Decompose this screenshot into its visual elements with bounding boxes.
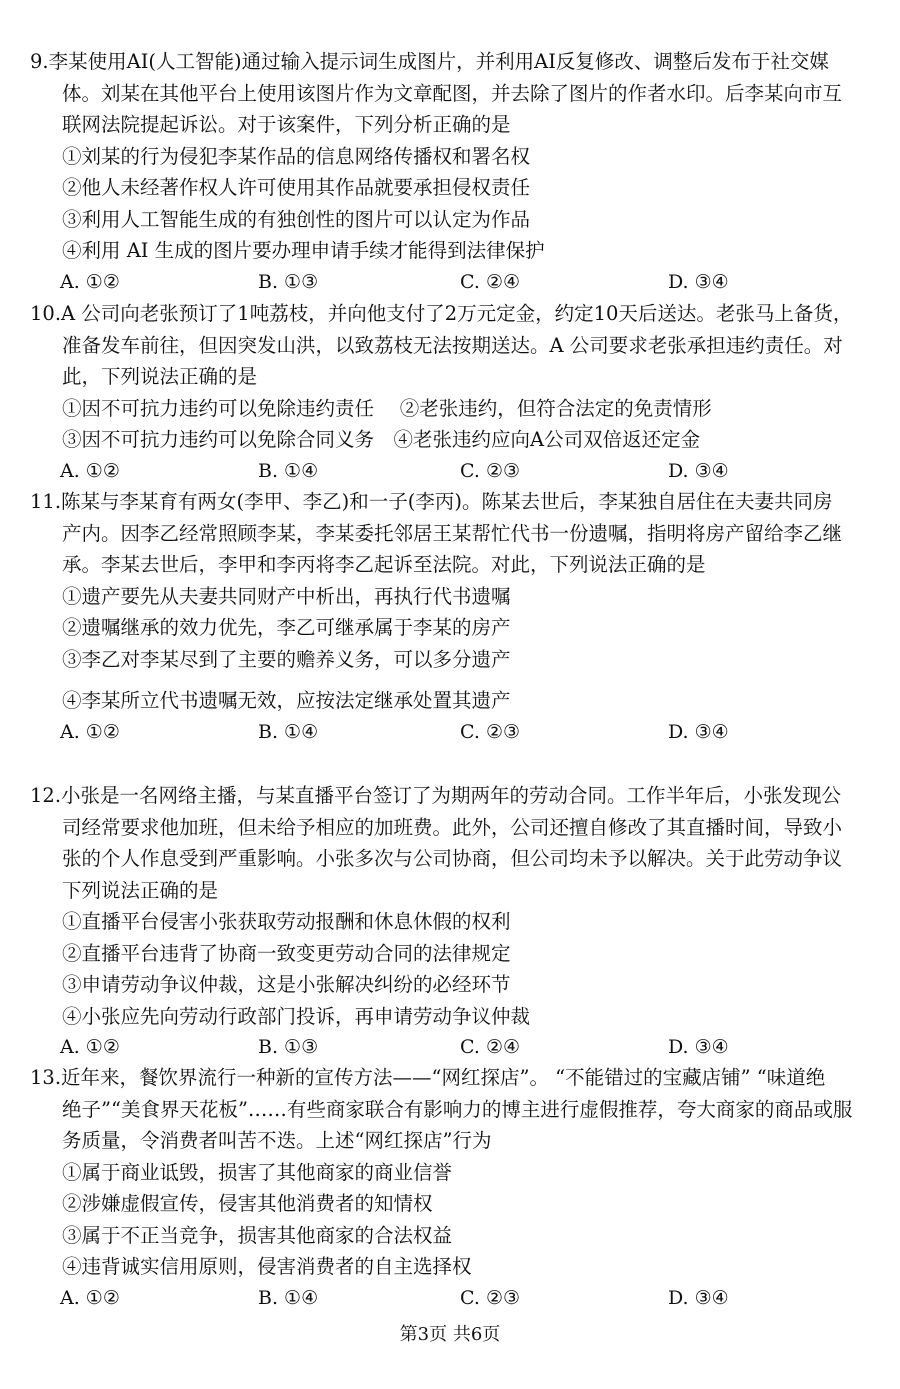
question-stem: 11.陈某与李某育有两女(李甲、李乙)和一子(李丙)。陈某去世后，李某独自居住在夫妻共同房 产内。因李乙经常照顾李某，李某委托邻居王某帮忙代书一份遗嘱，指明将房产留给李乙继 承。李某去世后，李甲和李丙将李乙起诉至法院。对此，下列说法正确的是 bbox=[30, 490, 843, 576]
choice-b[interactable]: B. ①④ bbox=[258, 1286, 319, 1309]
option-2: ②他人未经著作权人许可使用其作品就要承担侵权责任 bbox=[62, 176, 531, 199]
question-10 bbox=[30, 298, 890, 487]
option-1: ①属于商业诋毁，损害了其他商家的商业信誉 bbox=[62, 1160, 453, 1184]
option-3: ③属于不正当竞争，损害其他商家的合法权益 bbox=[62, 1223, 453, 1247]
answer-choices bbox=[30, 456, 890, 487]
option-1: ①遗产要先从夫妻共同财产中析出，再执行代书遗嘱 bbox=[62, 584, 511, 608]
choice-d[interactable]: D. ③④ bbox=[668, 270, 729, 293]
option-3: ③申请劳动争议仲裁，这是小张解决纠纷的必经环节 bbox=[62, 973, 511, 996]
choice-a[interactable]: A. ①② bbox=[60, 270, 120, 293]
option-4: ④利用 AI 生成的图片要办理申请手续才能得到法律保护 bbox=[62, 239, 545, 262]
question-stem: 12.小张是一名网络主播，与某直播平台签订了为期两年的劳动合同。工作半年后，小张发现公 司经常要求他加班，但未给予相应的加班费。此外，公司还擅自修改了其直播时间，导致小 张的个人作息受到严重影响。小张多次与公司协商，但公司均未予以解决。关于此劳动争议 下列说法正确的是 bbox=[30, 784, 843, 902]
question-11 bbox=[30, 486, 890, 748]
page-number-footer: 第3页 共6页 bbox=[399, 1324, 501, 1345]
choice-d[interactable]: D. ③④ bbox=[668, 720, 729, 743]
option-3-4: ③因不可抗力违约可以免除合同义务 ④老张违约应向A公司双倍返还定金 bbox=[62, 428, 701, 451]
option-4: ④小张应先向劳动行政部门投诉，再申请劳动争议仲裁 bbox=[62, 1004, 531, 1028]
option-4: ④违背诚实信用原则，侵害消费者的自主选择权 bbox=[62, 1255, 472, 1278]
choice-a[interactable]: A. ①② bbox=[60, 720, 120, 743]
option-3: ③利用人工智能生成的有独创性的图片可以认定为作品 bbox=[62, 207, 531, 231]
option-1-2: ①因不可抗力违约可以免除违约责任 ②老张违约，但符合法定的免责情形 bbox=[62, 396, 712, 420]
choice-d[interactable]: D. ③④ bbox=[668, 1036, 729, 1058]
answer-choices bbox=[30, 1283, 890, 1314]
option-2: ②涉嫌虚假宣传，侵害其他消费者的知情权 bbox=[62, 1192, 433, 1215]
option-1: ①直播平台侵害小张获取劳动报酬和休息休假的权利 bbox=[62, 910, 511, 933]
option-4: ④李某所立代书遗嘱无效，应按法定继承处置其遗产 bbox=[62, 689, 511, 712]
choice-a[interactable]: A. ①② bbox=[60, 1286, 120, 1309]
choice-b[interactable]: B. ①④ bbox=[258, 720, 319, 743]
answer-choices bbox=[30, 1032, 890, 1063]
choice-b[interactable]: B. ①④ bbox=[258, 459, 319, 482]
choice-d[interactable]: D. ③④ bbox=[668, 459, 729, 482]
question-stem: 10.A 公司向老张预订了1吨荔枝，并向他支付了2万元定金，约定10天后送达。老张马上备货， 准备发车前往，但因突发山洪，以致荔枝无法按期送达。A 公司要求老张承担违约责任。对 此，下列说法正确的是 bbox=[30, 302, 853, 388]
question-stem: 9.李某使用AI(人工智能)通过输入提示词生成图片，并利用AI反复修改、调整后发布于社交媒 体。刘某在其他平台上使用该图片作为文章配图，并去除了图片的作者水印。后李某向市互 联网法院提起诉讼。对于该案件，下列分析正确的是 bbox=[30, 50, 843, 136]
answer-choices bbox=[30, 717, 890, 748]
choice-a[interactable]: A. ①② bbox=[60, 459, 120, 482]
choice-c[interactable]: C. ②③ bbox=[460, 720, 521, 743]
choice-c[interactable]: C. ②③ bbox=[460, 459, 521, 482]
question-13 bbox=[30, 1062, 890, 1314]
choice-d[interactable]: D. ③④ bbox=[668, 1286, 729, 1309]
choice-c[interactable]: C. ②③ bbox=[460, 1286, 521, 1309]
choice-b[interactable]: B. ①③ bbox=[258, 270, 319, 293]
question-9 bbox=[30, 46, 890, 298]
option-2: ②遗嘱继承的效力优先，李乙可继承属于李某的房产 bbox=[62, 616, 511, 639]
question-stem: 13.近年来，餐饮界流行一种新的宣传方法——“网红探店”。 “不能错过的宝藏店铺” “味道绝 绝子”“美食界天花板”……有些商家联合有影响力的博主进行虚假推荐，夸大商家的商品或服 务质量，令消费者叫苦不迭。上述“网红探店”行为 bbox=[30, 1066, 853, 1152]
option-1: ①刘某的行为侵犯李某作品的信息网络传播权和署名权 bbox=[62, 144, 531, 168]
choice-c[interactable]: C. ②④ bbox=[460, 270, 521, 293]
choice-a[interactable]: A. ①② bbox=[60, 1036, 120, 1058]
option-3: ③李乙对李某尽到了主要的赡养义务，可以多分遗产 bbox=[62, 647, 511, 671]
choice-b[interactable]: B. ①③ bbox=[258, 1036, 319, 1058]
choice-c[interactable]: C. ②④ bbox=[460, 1036, 521, 1058]
answer-choices bbox=[30, 267, 890, 298]
question-12 bbox=[30, 780, 890, 1063]
option-2: ②直播平台违背了协商一致变更劳动合同的法律规定 bbox=[62, 941, 511, 965]
